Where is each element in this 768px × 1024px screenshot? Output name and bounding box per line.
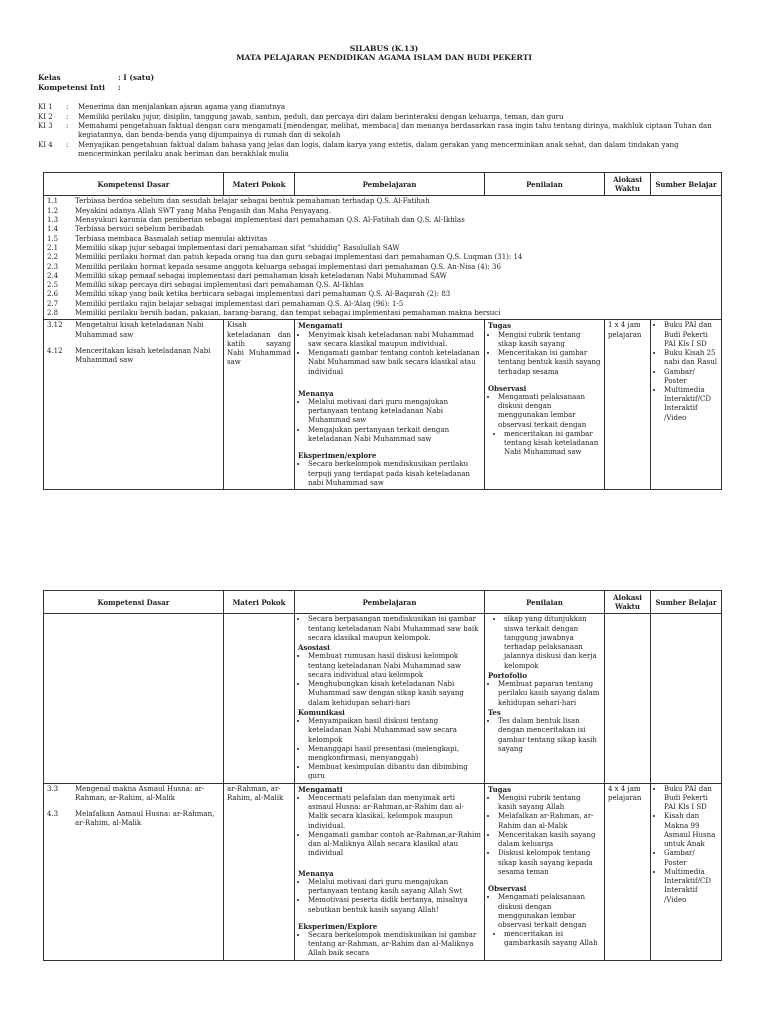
ki-label: Kompetensi Inti	[38, 83, 105, 92]
bullet-list	[488, 794, 601, 877]
list-item: • Menceritakan kasih sayang dalam keluarga	[498, 831, 601, 849]
kd-number: 2.6	[47, 290, 59, 299]
list-item: • Melalui motivasi dari guru mengajukan pertanyaan tentang keteladanan Nabi Muhammad saw	[308, 398, 481, 426]
pembelajaran-cell	[295, 783, 485, 960]
kd-general-item	[47, 263, 718, 272]
class-info	[38, 73, 154, 93]
header-pembelajaran: Pembelajaran	[295, 591, 485, 614]
text: 4.3	[47, 810, 59, 819]
syllabus-table-2	[43, 590, 722, 961]
header-pembelajaran: Pembelajaran	[295, 173, 485, 196]
bullet-list	[488, 331, 601, 377]
materi-cell	[224, 614, 295, 783]
header-penilaian: Penilaian	[485, 173, 605, 196]
text: Mengamati	[298, 321, 343, 331]
table-row	[44, 614, 722, 783]
list-item: • Membuat rumusan hasil diskusi kelompok tentang keteladanan Nabi Muhammad saw secara individual atau kelompok	[308, 652, 481, 680]
kd-number: 1.1	[47, 197, 59, 206]
sumber-cell	[651, 614, 722, 783]
kd-text: Memiliki perilaku hormat dan patuh kepada orang tua dan guru sebagai implementasi dari pemahaman Q.S. Luqman (31): 14	[75, 253, 523, 262]
list-item: • Mencermati pelafalan dan menyimak arti asmaul Husna: ar-Rahman,ar-Rahim dan al-Malik secara klasikal, kelompok maupun individual.	[308, 794, 481, 831]
list-item: • Buku PAI dan Budi Pekerti PAI Kls I SD	[664, 785, 718, 813]
text: Tugas	[488, 784, 512, 794]
text: Asosiasi	[298, 643, 330, 653]
kd-text: Memiliki sikap percaya diri sebagai implementasi dari pemahaman Q.S. Al-Ikhlas	[75, 281, 364, 290]
list-item: • Gambar/ Poster	[664, 368, 718, 386]
ki-item: KI 1 : Menerima dan menjalankan ajaran agama yang dianutnya	[38, 103, 728, 112]
bullet-list	[488, 393, 601, 430]
table-header-row	[44, 591, 722, 614]
kd-general-item	[47, 253, 718, 262]
text: Menerima dan menjalankan ajaran agama yang dianutnya	[78, 103, 286, 111]
bullet-list	[298, 398, 481, 444]
kd-general-item	[47, 235, 718, 244]
kd-text: Memiliki perilaku bersih badan, pakaian, barang-barang, dan tempat sebagai implementasi pemahaman makna bersuci	[75, 309, 501, 318]
pembelajaran-cell	[295, 614, 485, 783]
bullet-list	[298, 652, 481, 707]
kd-general-item	[47, 272, 718, 281]
text: Observasi	[488, 383, 527, 393]
kd-general-item	[47, 290, 718, 299]
kd-text: Terbiasa berdoa sebelum dan sesudah belajar sebagai bentuk pemahaman terhadap Q.S. Al-Fatihah	[75, 197, 430, 206]
kd-text: Memiliki sikap pemaaf sebagai implementasi dari pemahaman kisah keteladanan Nabi Muhammad SAW	[75, 271, 447, 280]
sumber-cell	[651, 783, 722, 960]
kd-number: 2.7	[47, 299, 59, 308]
kd-cell	[44, 783, 224, 960]
bullet-list	[488, 680, 601, 708]
list-item: • Diskusi kelompok tentang sikap kasih sayang kepada sesama teman	[498, 849, 601, 877]
list-item: • sikap yang ditunjukkan siswa terkait dengan tanggung jawabnya terhadap pelaksanaan jalannya diskusi dan kerja kelompok	[504, 615, 601, 670]
bullet-list	[488, 615, 601, 670]
kd-cell	[44, 320, 224, 490]
text: KI 4	[38, 140, 53, 149]
text: Menanya	[298, 388, 334, 398]
bullet-list	[654, 785, 718, 905]
header-sumber: Sumber Belajar	[651, 591, 722, 614]
list-item: • Membuat paparan tentang perilaku kasih sayang dalam kehidupan sehari-hari	[498, 680, 601, 708]
kd-general-item	[47, 216, 718, 225]
title-line-1: SILABUS (K.13)	[349, 44, 419, 53]
ki-value: :	[118, 83, 121, 92]
text: 3.3	[47, 784, 59, 793]
penilaian-cell	[485, 614, 605, 783]
bullet-list	[298, 878, 481, 915]
text: Eksperimen/explore	[298, 451, 377, 461]
sumber-cell	[651, 320, 722, 490]
bullet-list	[654, 321, 718, 423]
kd-number: 2.5	[47, 281, 59, 290]
kd-number: 2.1	[47, 243, 59, 252]
kompetensi-inti-list	[38, 103, 728, 160]
bullet-list	[298, 931, 481, 959]
text: Tes	[488, 707, 501, 717]
bullet-list	[298, 615, 481, 643]
ki-item: KI 2 : Memiliki perilaku jujur, disiplin, tanggung jawab, santun, peduli, dan percaya diri dalam berinteraksi dengan keluarga, teman, dan guru	[38, 113, 728, 122]
list-item: • Menanggapi hasil presentasi (melengkapi, mengkonfirmasi, menyanggah)	[308, 745, 481, 763]
alokasi-cell: 1 x 4 jam pelajaran	[605, 320, 651, 490]
header-materi: Materi Pokok	[224, 173, 295, 196]
list-item: • menceritakan isi gambarkasih sayang Allah	[504, 930, 601, 948]
list-item: • Melalui motivasi dari guru mengajukan pertanyaan tentang kasih sayang Allah Swt	[308, 878, 481, 896]
syllabus-table-1	[43, 172, 722, 490]
list-item: • Mengamati pelaksanaan diskusi dengan menggunakan lembar observasi terkait dengan	[498, 393, 601, 430]
header-kd: Kompetensi Dasar	[44, 591, 224, 614]
text: 3.12	[47, 321, 63, 330]
list-item: • Menyampaikan hasil diskusi tentang keteladanan Nabi Muhammad saw secara kelompok	[308, 717, 481, 745]
kd-text: Memiliki sikap jujur sebagai implementasi dari pemahaman sifat “shiddiq” Rasulullah SAW	[75, 243, 400, 252]
kd-text: Meyakini adanya Allah SWT yang Maha Pengasih dan Maha Penyayang.	[75, 206, 331, 215]
kd-number: 2.2	[47, 253, 59, 262]
list-item: • Gambar/ Poster	[664, 849, 718, 867]
kd-general-item	[47, 207, 718, 216]
kd-text: Terbiasa bersuci sebelum beribadah	[75, 225, 204, 234]
kd-text: Terbiasa membaca Basmalah setiap memulai aktivitas	[75, 234, 268, 243]
bullet-list	[298, 460, 481, 488]
bullet-list	[488, 430, 601, 458]
bullet-list	[488, 717, 601, 754]
bullet-list	[298, 794, 481, 859]
list-item: • Mengamati gambar tentang contoh keteladanan Nabi Muhammad saw baik secara klasikal atau individual	[308, 349, 481, 377]
kd-general-item	[47, 309, 718, 318]
document-page-2	[0, 530, 768, 1024]
kd-general-item	[47, 244, 718, 253]
header-alokasi: Alokasi Waktu	[605, 173, 651, 196]
list-item: • Memotivasi peserta didik bertanya, misalnya sebutkan bentuk kasih sayang Allah!	[308, 896, 481, 914]
text: Observasi	[488, 884, 527, 894]
text: Eksperimen/Explore	[298, 921, 378, 931]
text: Menyajikan pengetahuan faktual dalam bahasa yang jelas dan logis, dalam karya yang estetis, dalam gerakan yang mencerminkan anak sehat, dan dalam tindakan yang mencerminkan perilaku anak beriman dan berakhlak mulia	[78, 140, 679, 158]
kelas-value: : I (satu)	[118, 73, 155, 82]
list-item: • Mengajukan pertanyaan terkait dengan keteladanan Nabi Muhammad saw	[308, 426, 481, 444]
list-item: • Mengisi rubrik tentang sikap kasih sayang	[498, 331, 601, 349]
ki-item: KI 3 : Memahami pengetahuan faktual dengan cara mengamati [mendengar, melihat, membaca] dan menanya berdasarkan rasa ingin tahu tentang dirinya, makhluk ciptaan Tuhan dan kegiatannya, dan benda-benda yang dijumpainya di rumah dan di sekolah	[38, 122, 728, 140]
list-item: • Menceritakan isi gambar tentang bentuk kasih sayang terhadap sesama	[498, 349, 601, 377]
text: Portofolio	[488, 670, 528, 680]
materi-cell: ar-Rahman, ar-Rahim, al-Malik	[224, 783, 295, 960]
table-header-row	[44, 173, 722, 196]
alokasi-cell: 4 x 4 jam pelajaran	[605, 783, 651, 960]
kd-number: 1.5	[47, 234, 59, 243]
materi-cell: Kisah keteladanan dan katih sayang Nabi Muhammad saw	[224, 320, 295, 490]
text: Mengamati	[298, 784, 343, 794]
pembelajaran-cell	[295, 320, 485, 490]
list-item: • Buku Kisah 25 nabi dan Rasul	[664, 349, 718, 367]
text: 4.12	[47, 346, 63, 355]
header-sumber: Sumber Belajar	[651, 173, 722, 196]
list-item: • Secara berkelompok mendiskusikan isi gambar tentang ar-Rahman, ar-Rahim dan al-Maliknya Allah baik secara	[308, 931, 481, 959]
kd-general-item	[47, 281, 718, 290]
list-item: • Secara berkelompok mendiskusikan perilaku terpuji yang terdapat pada kisah keteladanan nabi Muhammad saw	[308, 460, 481, 488]
list-item: • Melafalkan ar-Rahman, ar-Rahim dan al-Malik	[498, 812, 601, 830]
list-item: • Tes dalam bentuk lisan dengan menceritakan isi gambar tentang sikap kasih sayang	[498, 717, 601, 754]
text: Memiliki perilaku jujur, disiplin, tanggung jawab, santun, peduli, dan percaya diri dalam berinteraksi dengan keluarga, teman, dan guru	[78, 112, 564, 121]
kelas-label: Kelas	[38, 73, 61, 82]
text: KI 2	[38, 112, 53, 121]
text: Mengetahui kisah keteladanan Nabi Muhammad saw	[75, 321, 204, 339]
header-alokasi: Alokasi Waktu	[605, 591, 651, 614]
list-item: • Mengamati pelaksanaan diskusi dengan menggunakan lembar observasi terkait dengan	[498, 893, 601, 930]
kd-text: Memiliki perilaku hormat kepada sesame anggota keluarga sebagai implementasi dari pemahaman Q.S. An-Nisa (4): 36	[75, 262, 501, 271]
text: Tugas	[488, 321, 512, 331]
list-item: • Buku PAI dan Budi Pekerti PAI Kls I SD	[664, 321, 718, 349]
kd-text: Memiliki sikap yang baik ketika berbicara sebagai implementasi dari pemahaman Q.S. Al-Baqarah (2): 83	[75, 290, 451, 299]
kd-number: 1.4	[47, 225, 59, 234]
bullet-list	[488, 930, 601, 948]
text: Mengenal makna Asmaul Husna: ar-Rahman, ar-Rahim, al-Malik	[75, 784, 205, 802]
bullet-list	[298, 331, 481, 377]
kd-number: 2.8	[47, 309, 59, 318]
table-row-kd-general	[44, 196, 722, 320]
title-line-2: MATA PELAJARAN PENDIDIKAN AGAMA ISLAM DAN BUDI PEKERTI	[236, 53, 532, 63]
list-item: • Multimedia Interaktif/CD Interaktif /Video	[664, 386, 718, 423]
list-item: • Menghubungkan kisah keteladanan Nabi Muhammad saw dengan sikap kasih sayang dalam kehidupan sehari-hari	[308, 680, 481, 708]
kd-general-item	[47, 300, 718, 309]
list-item: • menceritakan isi gambar tentang kisah keteladanan Nabi Muhammad saw	[504, 430, 601, 458]
list-item: • Membuat kesimpulan dibantu dan dibimbing guru	[308, 763, 481, 781]
list-item: • Kisah dan Makna 99 Asmaul Husna untuk Anak	[664, 812, 718, 849]
bullet-list	[298, 717, 481, 782]
text: Menceritakan kisah keteladanan Nabi Muhammad saw	[75, 346, 211, 365]
kd-general-item	[47, 225, 718, 234]
text: Melafalkan Asmaul Husna: ar-Rahman, ar-Rahim, al-Malik	[75, 810, 215, 828]
penilaian-cell	[485, 320, 605, 490]
table-row	[44, 320, 722, 490]
kd-general-item	[47, 197, 718, 206]
text: KI 3	[38, 122, 53, 131]
text: KI 1	[38, 103, 53, 111]
bullet-list	[488, 893, 601, 930]
kd-number: 1.2	[47, 206, 59, 215]
kd-text: Mensyukuri karunia dan pemberian sebagai implementasi dari pemahaman Q.S. Al-Fatihah dan Q.S. Al-Ikhlas	[75, 216, 465, 225]
header-kd: Kompetensi Dasar	[44, 173, 224, 196]
kd-general-cell	[44, 196, 722, 320]
list-item: • Menyimak kisah keteladanan nabi Muhammad saw secara klasikal maupun individual.	[308, 331, 481, 349]
list-item: • Secara berpasangan mendiskusikan isi gambar tentang keteladanan Nabi Muhammad saw baik secara klasikal maupun kelompok.	[308, 615, 481, 643]
text: Memahami pengetahuan faktual dengan cara mengamati [mendengar, melihat, membaca] dan menanya berdasarkan rasa ingin tahu tentang dirinya, makhluk ciptaan Tuhan dan kegiatannya, dan benda-benda yang dijumpainya di rumah dan di sekolah	[78, 122, 712, 140]
text: Menanya	[298, 868, 334, 878]
list-item: • Mengisi rubrik tentang kasih sayang Allah	[498, 794, 601, 812]
alokasi-cell	[605, 614, 651, 783]
header-penilaian: Penilaian	[485, 591, 605, 614]
kd-number: 2.4	[47, 271, 59, 280]
kd-general-list	[47, 197, 718, 318]
ki-item: KI 4 : Menyajikan pengetahuan faktual dalam bahasa yang jelas dan logis, dalam karya yang estetis, dalam gerakan yang mencerminkan anak sehat, dan dalam tindakan yang mencerminkan perilaku anak beriman dan berakhlak mulia	[38, 141, 728, 159]
list-item: • Multimedia Interaktif/CD Interaktif /Video	[664, 868, 718, 905]
kd-cell	[44, 614, 224, 783]
kd-number: 1.3	[47, 216, 59, 225]
header-materi: Materi Pokok	[224, 591, 295, 614]
text: Komunikasi	[298, 707, 345, 717]
document-title	[0, 44, 768, 63]
kd-text: Memiliki perilaku rajin belajar sebagai implementasi dari pemahaman Q.S. Al-‘Alaq (96): 1-5	[75, 299, 404, 308]
kd-number: 2.3	[47, 262, 59, 271]
list-item: • Mengamati gambar contoh ar-Rahman,ar-Rahim dan al-Maliknya Allah secara klasikal atau individual	[308, 831, 481, 859]
penilaian-cell	[485, 783, 605, 960]
table-row	[44, 783, 722, 960]
